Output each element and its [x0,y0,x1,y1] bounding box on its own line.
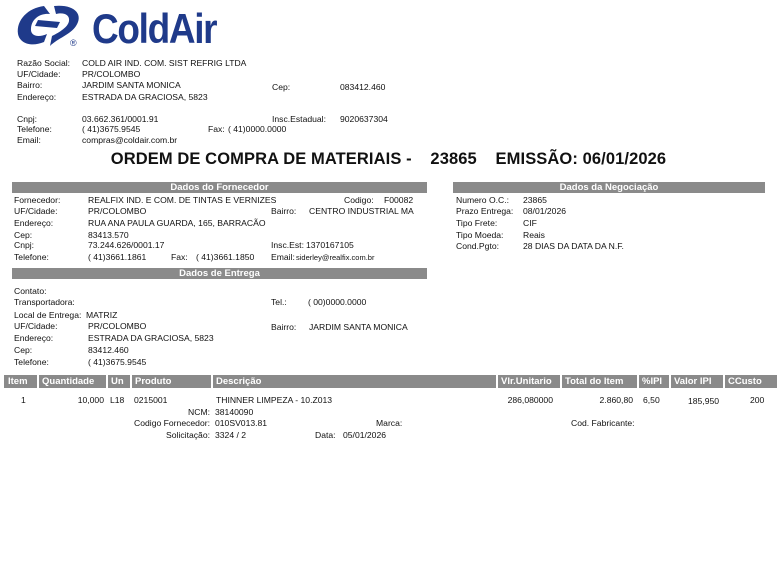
col-vlr-unitario: Vlr.Unitario [496,375,552,388]
company-telefone-label: Telefone: [17,124,52,134]
row-ncm: 38140090 [215,407,254,417]
fornecedor-name: REALFIX IND. E COM. DE TINTAS E VERNIZES [88,195,277,205]
row-marca-label: Marca: [376,418,403,428]
fornecedor-email: siderley@realfix.com.br [296,253,375,262]
row-total-item: 2.860,80 [599,395,633,405]
entrega-cep-label: Cep: [14,345,33,355]
fornecedor-uf: PR/COLOMBO [88,206,147,216]
negociacao-cond: 28 DIAS DA DATA DA N.F. [523,241,624,251]
col-un: Un [106,375,124,388]
fornecedor-endereco: RUA ANA PAULA GUARDA, 165, BARRACÃO [88,218,266,228]
entrega-telefone: ( 41)3675.9545 [88,357,147,367]
company-logo-text: ColdAir [92,5,217,52]
company-razao: COLD AIR IND. COM. SIST REFRIG LTDA [82,58,247,68]
company-uf-label: UF/Cidade: [17,69,61,79]
negociacao-frete-label: Tipo Frete: [456,218,498,228]
negociacao-moeda: Reais [523,230,545,240]
col-ccusto: CCusto [723,375,762,388]
company-email-label: Email: [17,135,41,145]
row-ncm-label: NCM: [188,407,210,417]
col-total-item: Total do Item [560,375,623,388]
col-valor-ipi: Valor IPI [669,375,712,388]
registered-mark: ® [70,38,77,48]
fornecedor-telefone-label: Telefone: [14,252,49,262]
fornecedor-codigo-label: Codigo: [344,195,374,205]
fornecedor-endereco-label: Endereço: [14,218,54,228]
company-telefone: ( 41)3675.9545 [82,124,141,134]
entrega-tel-label: Tel.: [271,297,287,307]
entrega-tel: ( 00)0000.0000 [308,297,367,307]
row-vlr-unitario: 286,080000 [507,395,553,405]
negociacao-numero: 23865 [523,195,547,205]
entrega-local: MATRIZ [86,310,118,320]
row-data: 05/01/2026 [343,430,387,440]
row-item: 1 [21,395,26,405]
entrega-bairro-label: Bairro: [271,322,297,332]
company-endereco: ESTRADA DA GRACIOSA, 5823 [82,92,208,102]
row-cod-forn: 010SV013.81 [215,418,268,428]
entrega-contato-label: Contato: [14,286,47,296]
company-email: compras@coldair.com.br [82,135,178,145]
fornecedor-insc: 1370167105 [306,240,354,250]
col-descricao: Descrição [211,375,261,388]
entrega-header: Dados de Entrega [12,268,427,279]
fornecedor-cnpj: 73.244.626/0001.17 [88,240,165,250]
row-solicitacao-label: Solicitação: [166,430,210,440]
company-insc-label: Insc.Estadual: [272,114,326,124]
fornecedor-fax-label: Fax: [171,252,188,262]
entrega-uf: PR/COLOMBO [88,321,147,331]
col-quantidade: Quantidade [37,375,94,388]
page-title: ORDEM DE COMPRA DE MATERIAIS - 23865 EMISSÃO: 06/01/2026 [110,150,667,168]
entrega-bairro: JARDIM SANTA MONICA [309,322,408,332]
row-cod-fab-label: Cod. Fabricante: [571,418,635,428]
fornecedor-telefone: ( 41)3661.1861 [88,252,147,262]
negociacao-header: Dados da Negociação [453,182,765,193]
entrega-telefone-label: Telefone: [14,357,49,367]
row-ipi-pct: 6,50 [643,395,660,405]
company-insc: 9020637304 [340,114,388,124]
entrega-local-label: Local de Entrega: [14,310,82,320]
items-table-header [4,375,777,388]
fornecedor-fax: ( 41)3661.1850 [196,252,255,262]
row-cod-forn-label: Codigo Fornecedor: [134,418,210,428]
entrega-uf-label: UF/Cidade: [14,321,58,331]
fornecedor-bairro-label: Bairro: [271,206,297,216]
company-cnpj-label: Cnpj: [17,114,38,124]
entrega-cep: 83412.460 [88,345,129,355]
company-razao-label: Razão Social: [17,58,71,68]
fornecedor-uf-label: UF/Cidade: [14,206,58,216]
row-un: L18 [110,395,125,405]
fornecedor-header: Dados do Fornecedor [12,182,427,193]
negociacao-cond-label: Cond.Pgto: [456,241,499,251]
row-descricao: THINNER LIMPEZA - 10.Z013 [216,395,333,405]
row-quantidade: 10,000 [77,395,104,405]
company-uf: PR/COLOMBO [82,69,141,79]
negociacao-frete: CIF [523,218,537,228]
company-endereco-label: Endereço: [17,92,57,102]
company-bairro-label: Bairro: [17,80,43,90]
fornecedor-bairro: CENTRO INDUSTRIAL MA [309,206,414,216]
entrega-endereco: ESTRADA DA GRACIOSA, 5823 [88,333,214,343]
fornecedor-cnpj-label: Cnpj: [14,240,35,250]
negociacao-prazo: 08/01/2026 [523,206,567,216]
entrega-transp-label: Transportadora: [14,297,75,307]
fornecedor-cep-label: Cep: [14,230,33,240]
company-fax-label: Fax: [208,124,225,134]
fornecedor-insc-label: Insc.Est: [271,240,304,250]
company-cep-label: Cep: [272,82,291,92]
fornecedor-label: Fornecedor: [14,195,61,205]
row-solicitacao: 3324 / 2 [215,430,247,440]
negociacao-prazo-label: Prazo Entrega: [456,206,514,216]
company-fax: ( 41)0000.0000 [228,124,287,134]
entrega-endereco-label: Endereço: [14,333,54,343]
company-cnpj: 03.662.361/0001.91 [82,114,159,124]
fornecedor-email-label: Email: [271,252,295,262]
row-ccusto: 200 [750,395,765,405]
row-data-label: Data: [315,430,336,440]
row-produto: 0215001 [134,395,168,405]
col-ipi-pct: %IPI [637,375,662,388]
col-produto: Produto [130,375,171,388]
company-cep: 083412.460 [340,82,386,92]
negociacao-numero-label: Numero O.C.: [456,195,510,205]
fornecedor-codigo: F00082 [384,195,414,205]
row-valor-ipi: 185,950 [688,396,720,406]
company-bairro: JARDIM SANTA MONICA [82,80,181,90]
negociacao-moeda-label: Tipo Moeda: [456,230,504,240]
fornecedor-cep: 83413.570 [88,230,129,240]
col-item: Item [8,376,28,387]
